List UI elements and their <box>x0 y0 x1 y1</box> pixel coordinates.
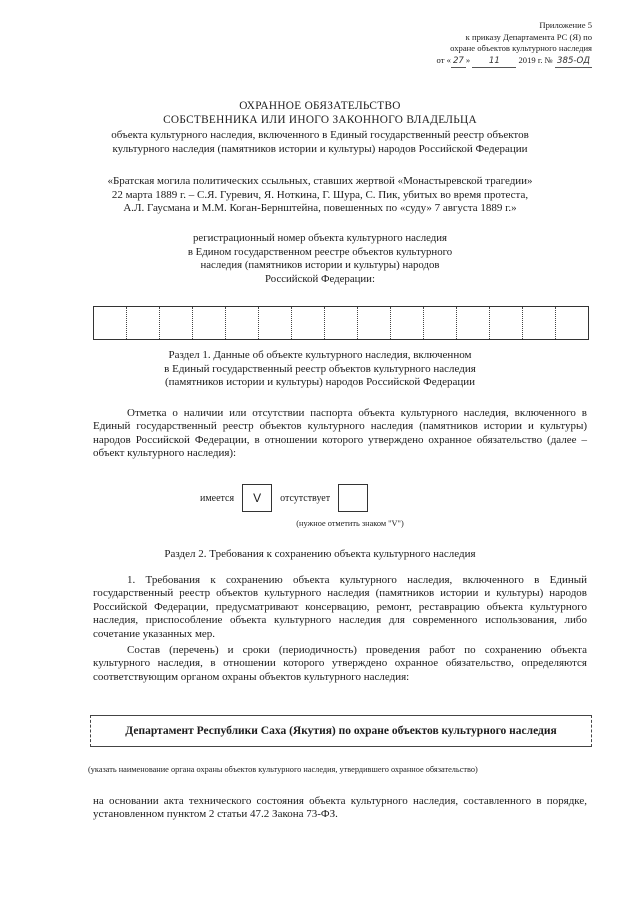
registration-cell <box>523 307 556 339</box>
subtitle-line-1: объекта культурного наследия, включенного в Единый государственный реестр объектов <box>111 129 529 141</box>
section-1-line-1: Раздел 1. Данные об объекте культурного наследия, включенном <box>168 349 472 361</box>
department-field: Департамент Республики Саха (Якутия) по охране объектов культурного наследия <box>90 715 592 747</box>
passport-absent-label: отсутствует <box>280 492 331 504</box>
registration-cell <box>127 307 160 339</box>
composition-paragraph: Состав (перечень) и сроки (периодичность) проведения работ по сохранению объекта культурного наследия, в отношении которого утверждено охранное обязательство, определяются соответствующим органом охраны объектов культурного наследия: <box>93 644 587 683</box>
requirement-paragraph: 1. Требования к сохранению объекта культурного наследия, включенного в Единый государственный реестр объектов культурного наследия (памятников истории и культуры) народов Российской Федерации, предусматривают консервацию, ремонт, реставрацию объекта культурного наследия, приспособление объекта культурного наследия для современного использования, либо сочетание указанных мер. <box>93 574 587 640</box>
passport-choice <box>200 484 500 512</box>
appendix-line-2: к приказу Департамента РС (Я) по <box>465 31 592 42</box>
registration-cell <box>556 307 588 339</box>
title-line-1: ОХРАННОЕ ОБЯЗАТЕЛЬСТВО <box>239 100 401 112</box>
appendix-number: 385-ОД <box>555 56 592 69</box>
section-1-heading <box>60 349 580 390</box>
section-1-line-2: в Единый государственный реестр объектов культурного наследия <box>164 362 476 375</box>
appendix-date-line <box>392 55 592 69</box>
appendix-date-prefix: от « <box>436 54 451 65</box>
passport-choice-hint: (нужное отметить знаком "V") <box>296 519 404 528</box>
registration-cell <box>160 307 193 339</box>
registration-cell <box>193 307 226 339</box>
basis-paragraph: на основании акта технического состояния объекта культурного наследия, составленного в порядке, установленном пунктом 2 статьи 47.2 Закона 73-ФЗ. <box>93 795 587 821</box>
appendix-year: 2019 г. № <box>516 54 556 65</box>
passport-note: Отметка о наличии или отсутствии паспорта объекта культурного наследия, включенного в Единый государственный реестр объектов культурного наследия (памятников истории и культуры) народов Российской Федерации, в отношении которого утверждено охранное обязательство (далее – объект культурного наследия): <box>93 407 587 460</box>
department-hint: (указать наименование органа охраны объектов культурного наследия, утвердившего охранное обязательство) <box>88 765 478 774</box>
registration-cell <box>325 307 358 339</box>
appendix-date-mid: » <box>465 54 473 65</box>
registration-cell <box>424 307 457 339</box>
registration-cell <box>490 307 523 339</box>
appendix-month: 11 <box>472 56 516 69</box>
subtitle-line-2: культурного наследия (памятников истории и культуры) народов Российской Федерации <box>112 142 528 155</box>
object-name <box>60 175 580 216</box>
object-name-line-2: 22 марта 1889 г. – С.Я. Гуревич, Я. Ноткина, Г. Шура, С. Пик, убитых во время протеста, <box>111 188 529 201</box>
registration-cell <box>292 307 325 339</box>
passport-present-label: имеется <box>200 492 235 504</box>
document-subtitle <box>60 129 580 156</box>
registration-cell <box>457 307 490 339</box>
appendix-header <box>392 20 592 68</box>
object-name-line-1: «Братская могила политических ссыльных, ставших жертвой «Монастыревской трагедии» <box>107 175 533 187</box>
appendix-line-1: Приложение 5 <box>539 20 592 30</box>
object-name-line-3: А.Л. Гаусмана и М.М. Коган-Бернштейна, повешенных по «суду» 7 августа 1889 г.» <box>123 202 517 215</box>
appendix-line-3: охране объектов культурного наследия <box>450 43 592 54</box>
registration-label <box>60 232 580 286</box>
registration-cell <box>226 307 259 339</box>
document-title <box>60 100 580 128</box>
registration-cell <box>358 307 391 339</box>
passport-present-checkbox[interactable]: V <box>242 484 272 512</box>
registration-cell <box>94 307 127 339</box>
registration-line-3: наследия (памятников истории и культуры) народов <box>200 259 440 271</box>
section-1-line-3: (памятников истории и культуры) народов Российской Федерации <box>164 376 475 389</box>
title-line-2: СОБСТВЕННИКА ИЛИ ИНОГО ЗАКОННОГО ВЛАДЕЛЬЦА <box>163 113 477 126</box>
passport-absent-checkbox[interactable] <box>338 484 368 512</box>
section-2-heading: Раздел 2. Требования к сохранению объекта культурного наследия <box>164 548 476 560</box>
registration-cell <box>259 307 292 339</box>
registration-number-grid <box>93 306 589 340</box>
registration-line-1: регистрационный номер объекта культурного наследия <box>193 232 447 244</box>
registration-line-4: Российской Федерации: <box>265 272 375 285</box>
registration-cell <box>391 307 424 339</box>
registration-line-2: в Едином государственном реестре объектов культурного <box>187 245 453 258</box>
appendix-day: 27 <box>451 56 466 69</box>
